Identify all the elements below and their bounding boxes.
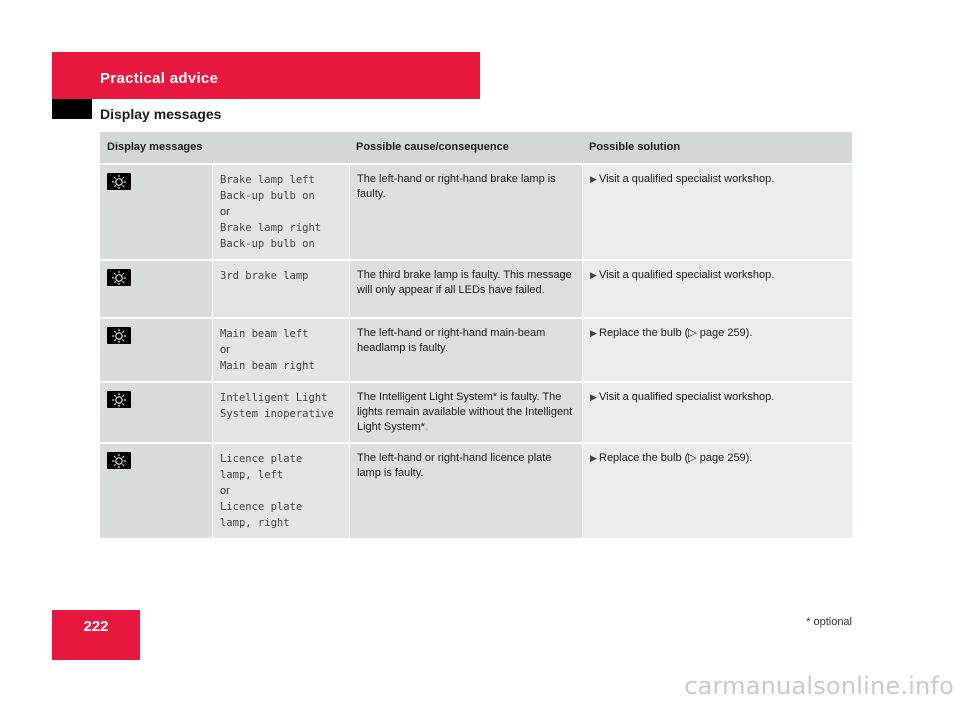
display-message-line: Main beam right bbox=[220, 360, 315, 372]
display-message-line: Back-up bulb on bbox=[220, 190, 315, 202]
action-arrow-icon: ▶ bbox=[590, 453, 597, 463]
display-message-line: Brake lamp left bbox=[220, 174, 315, 186]
icon-cell bbox=[100, 383, 212, 444]
solution-line bbox=[590, 390, 845, 405]
solution-text: Replace the bulb (▷ page 259). bbox=[599, 452, 753, 464]
display-message-line: Brake lamp right bbox=[220, 222, 322, 234]
possible-cause-cell: The left-hand or right-hand licence plate lamp is faulty. bbox=[349, 444, 582, 540]
section-title: Practical advice bbox=[100, 70, 219, 87]
possible-solution-cell bbox=[582, 383, 852, 444]
table-row bbox=[100, 383, 852, 444]
lamp-warning-icon bbox=[107, 391, 131, 408]
display-message-line: Back-up bulb on bbox=[220, 238, 315, 250]
display-message-line: lamp, right bbox=[220, 517, 290, 529]
display-message-line: Intelligent Light bbox=[220, 392, 328, 404]
solution-text: Replace the bulb (▷ page 259). bbox=[599, 327, 753, 339]
possible-cause-cell: The left-hand or right-hand main-beam headlamp is faulty. bbox=[349, 319, 582, 383]
action-arrow-icon: ▶ bbox=[590, 270, 597, 280]
action-arrow-icon: ▶ bbox=[590, 392, 597, 402]
display-message-cell bbox=[212, 383, 349, 444]
possible-solution-cell bbox=[582, 165, 852, 261]
table-row bbox=[100, 444, 852, 540]
or-separator: or bbox=[220, 344, 230, 356]
header-display-messages: Display messages bbox=[100, 132, 349, 165]
section-tab-marker bbox=[52, 99, 92, 119]
action-arrow-icon: ▶ bbox=[590, 328, 597, 338]
footnote: * optional bbox=[806, 616, 852, 628]
table-row bbox=[100, 165, 852, 261]
page-subtitle: Display messages bbox=[100, 106, 222, 122]
table-row bbox=[100, 261, 852, 319]
solution-line bbox=[590, 451, 845, 466]
table-row bbox=[100, 319, 852, 383]
icon-cell bbox=[100, 261, 212, 319]
display-message-line: System inoperative bbox=[220, 408, 334, 420]
icon-cell bbox=[100, 444, 212, 540]
solution-text: Visit a qualified specialist workshop. bbox=[599, 269, 775, 281]
header-possible-cause: Possible cause/consequence bbox=[349, 132, 582, 165]
solution-text: Visit a qualified specialist workshop. bbox=[599, 391, 775, 403]
header-possible-solution: Possible solution bbox=[582, 132, 852, 165]
display-message-line: Main beam left bbox=[220, 328, 309, 340]
lamp-warning-icon bbox=[107, 452, 131, 469]
display-message-line: Licence plate bbox=[220, 453, 303, 465]
table-header-row bbox=[100, 132, 852, 165]
display-message-cell bbox=[212, 165, 349, 261]
possible-solution-cell bbox=[582, 444, 852, 540]
solution-line bbox=[590, 326, 845, 341]
solution-text: Visit a qualified specialist workshop. bbox=[599, 173, 775, 185]
solution-line bbox=[590, 172, 845, 187]
or-separator: or bbox=[220, 485, 230, 497]
possible-cause-cell: The third brake lamp is faulty. This message will only appear if all LEDs have failed. bbox=[349, 261, 582, 319]
page-number: 222 bbox=[52, 610, 140, 660]
icon-cell bbox=[100, 319, 212, 383]
display-message-line: lamp, left bbox=[220, 469, 284, 481]
possible-cause-cell: The Intelligent Light System* is faulty. The lights remain available without the Intelligent Light System*. bbox=[349, 383, 582, 444]
lamp-warning-icon bbox=[107, 269, 131, 286]
possible-solution-cell bbox=[582, 261, 852, 319]
display-message-cell bbox=[212, 261, 349, 319]
lamp-warning-icon bbox=[107, 173, 131, 190]
action-arrow-icon: ▶ bbox=[590, 174, 597, 184]
display-messages-table bbox=[100, 132, 852, 540]
possible-cause-cell: The left-hand or right-hand brake lamp is faulty. bbox=[349, 165, 582, 261]
watermark: carmanualsonline.info bbox=[684, 672, 954, 700]
icon-cell bbox=[100, 165, 212, 261]
display-message-line: 3rd brake lamp bbox=[220, 270, 309, 282]
or-separator: or bbox=[220, 206, 230, 218]
lamp-warning-icon bbox=[107, 327, 131, 344]
possible-solution-cell bbox=[582, 319, 852, 383]
display-message-cell bbox=[212, 319, 349, 383]
display-message-line: Licence plate bbox=[220, 501, 303, 513]
solution-line bbox=[590, 268, 845, 283]
display-message-cell bbox=[212, 444, 349, 540]
